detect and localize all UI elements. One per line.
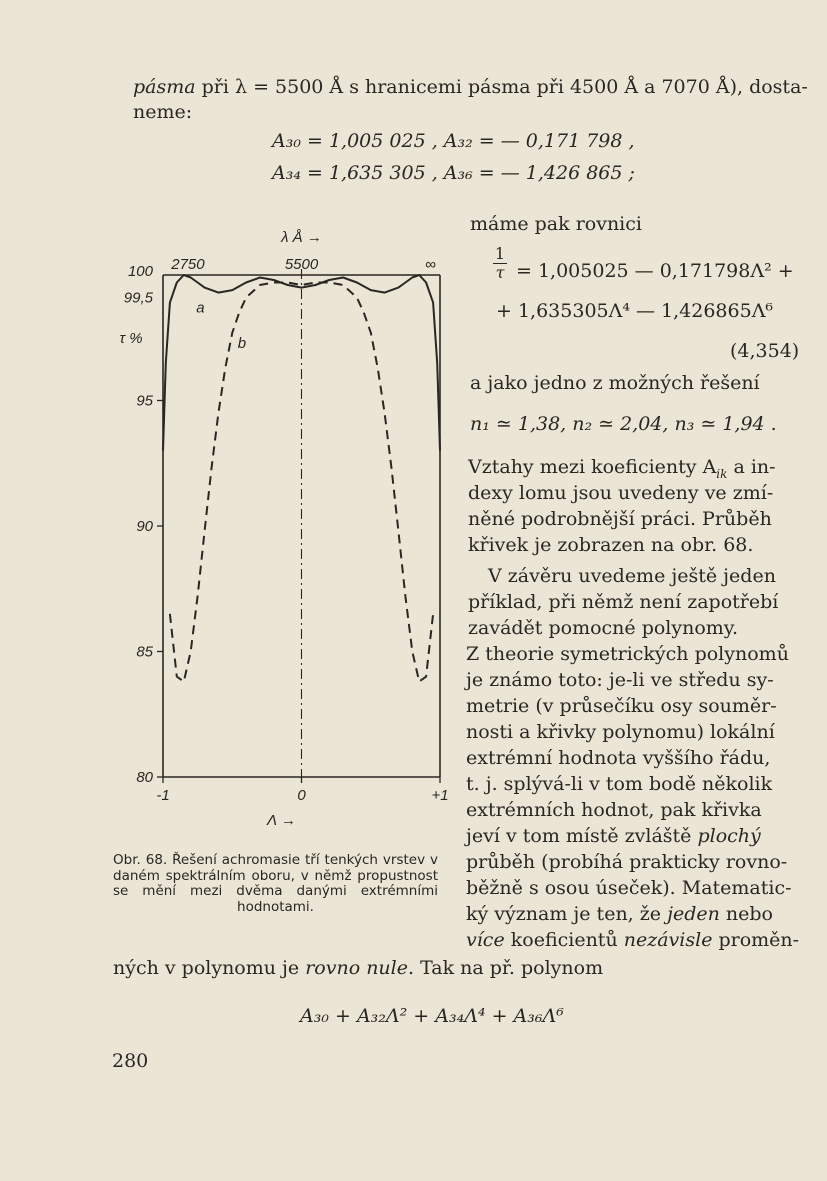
bottom-text-1: ných v polynomu je rovno nule. Tak na př. polynom [113,957,604,979]
right-text-12: je známo toto: je-li ve středu sy- [466,669,774,691]
figure-caption: Obr. 68. Řešení achromasie tří tenkých vrstev v daném spektrálním oboru, v němž propustnost se mění mezi dvěma danými extrémními hodnotami. [113,852,438,915]
right-text-11: Z theorie symetrických polynomů [466,643,789,665]
y-axis-label: τ % [119,329,143,347]
right-text-19: průběh (probíhá prakticky rovno- [466,851,788,873]
page-number: 280 [112,1050,149,1072]
transmission-chart [105,225,449,829]
equation-coefficients-1: A₃₀ = 1,005 025 , A₃₂ = — 0,171 798 , [272,130,635,152]
y-tick-label: 100 [127,263,153,280]
right-text-3: n₁ ≃ 1,38, n₂ ≃ 2,04, n₃ ≃ 1,94 . [470,413,777,435]
equation-polynom: A₃₀ + A₃₂Λ² + A₃₄Λ⁴ + A₃₆Λ⁶ [300,1005,564,1027]
line-2: neme: [133,101,193,123]
right-text-21: ký význam je ten, že jeden nebo [466,903,773,925]
top-axis-label: λ Å → [281,229,322,246]
right-text-18: jeví v tom místě zvláště plochý [466,825,761,847]
right-text-15: extrémní hodnota vyššího řádu, [466,747,771,769]
right-text-8: V závěru uvedeme ještě jeden [488,565,776,587]
x-tick-label: -1 [156,787,170,804]
right-text-17: extrémních hodnot, pak křivka [466,799,762,821]
equation-coefficients-2: A₃₄ = 1,635 305 , A₃₆ = — 1,426 865 ; [272,162,635,184]
right-text-22: více koeficientů nezávisle proměn- [466,929,800,951]
curve-label-b: b [237,334,247,352]
series-b-line [170,283,433,682]
y-tick-label: 80 [136,769,153,786]
right-text-14: nosti a křivky polynomu) lokální [466,721,775,743]
x-tick-label: +1 [431,787,449,804]
y-tick-label: 85 [136,643,153,661]
fraction: 1 τ [494,244,506,282]
right-text-9: příklad, při němž není zapotřebí [468,591,779,613]
right-text-1: máme pak rovnici [470,213,642,235]
equation-main-2: + 1,635305Λ⁴ — 1,426865Λ⁶ [496,300,774,322]
right-text-13: metrie (v průsečíku osy souměr- [466,695,777,717]
equation-main-1: = 1,005025 — 0,171798Λ² + [516,260,794,282]
right-text-5: dexy lomu jsou uvedeny ve zmí- [468,482,774,504]
y-tick-label: 95 [136,392,153,410]
y-tick-label: 99,5 [123,289,153,307]
curve-label-a: a [196,299,205,317]
right-text-7: křivek je zobrazen na obr. 68. [468,534,754,556]
top-tick-label: 2750 [171,256,205,273]
x-tick-label: 0 [297,787,306,804]
right-text-16: t. j. splývá-li v tom bodě několik [466,773,773,795]
right-text-2: a jako jedno z možných řešení [470,372,760,394]
right-text-6: něné podrobnější práci. Průběh [468,508,772,530]
right-text-4: Vztahy mezi koeficienty $A_{ik}$ a in- [468,456,776,481]
line-1: pásma při λ = 5500 Å s hranicemi pásma při 4500 Å a 7070 Å), dosta- [133,76,808,98]
top-tick-label: ∞ [424,256,436,273]
equation-number: (4,354) [730,340,800,362]
y-tick-label: 90 [136,518,153,535]
top-tick-label: 5500 [284,256,319,273]
x-axis-label: Λ → [267,812,296,829]
right-text-20: běžně s osou úseček). Matematic- [466,877,792,899]
right-text-10: zavádět pomocné polynomy. [468,617,739,639]
